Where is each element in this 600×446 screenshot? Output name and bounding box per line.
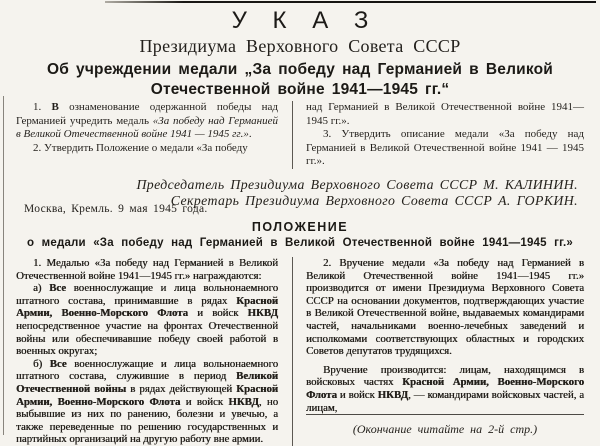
statute-paragraph-3: Вручение производится: лицам, находящимся в войсковых частях Красной Армии, Военно-Морского Флота и войск НКВД, — командирами войсковых частей, а лицам, [306, 363, 584, 414]
signature-secretary: Секретарь Президиума Верховного Совета СССР А. ГОРКИН. [170, 192, 578, 208]
decree-paragraph-1: 1. В ознаменование одержанной победы над Германией учредить медаль «За победу над Германией в Великой Отечественной войне 1941 — 1945 гг.». [16, 101, 279, 141]
statute-left-column [16, 257, 293, 446]
decree-paragraph-2: 2. Утвердить Положение о медали «За победу [33, 141, 248, 154]
masthead-divider-rule [105, 1, 596, 3]
statute-right-column [293, 257, 584, 446]
decree-title: У К А З [231, 7, 377, 34]
continuation-notice: (Окончание читайте на 2-й стр.) [306, 414, 584, 436]
decree-right-column [293, 101, 584, 169]
decree-paragraph-3: 3. Утвердить описание медали «За победу над Германией в Великой Отечественной войне 1941 — 1945 гг.». [306, 128, 584, 168]
signature-chairman: Председатель Президиума Верховного Совета СССР М. КАЛИНИН. [136, 177, 578, 192]
decree-left-column [16, 101, 293, 169]
statute-paragraph-2: 2. Вручение медали «За победу над Германией в Великой Отечественной войне 1941—1945 гг.» производится от имени Президиума Верховного Совета СССР на основании документов, подтверждающих участие в Великой Отечественной войне, выдаваемых командирами частей, начальниками военно-лечебных заведений и исполкомами соответствующих областных и городских Советов депутатов трудящихся. [306, 257, 584, 358]
decree-issuer: Президиума Верховного Совета СССР [139, 36, 461, 56]
statute-subtitle: о медали «За победу над Германией в Великой Отечественной войне 1941—1945 гг.» [27, 237, 573, 249]
statute-body-columns [16, 257, 584, 446]
statute-title: ПОЛОЖЕНИЕ [251, 220, 349, 234]
statute-paragraph-1: 1. Медалью «За победу над Германией в Великой Отечественной войне 1941—1945 гг.» награждаются: [16, 257, 278, 282]
decree-body-columns [16, 101, 584, 169]
decree-subject-heading: Об учреждении медали „За победу над Германией в Великой Отечественной войне 1941—1945 гг.“ [46, 61, 554, 98]
page-left-column-rule [3, 96, 4, 435]
decree-paragraph-2-continued: над Германией в Великой Отечественной войне 1941—1945 гг.». [306, 101, 584, 127]
dateline: Москва, Кремль. 9 мая 1945 года. [24, 203, 208, 215]
statute-paragraph-1a: а) Все военнослужащие и лица вольнонаемного штатного состава, принимавшие в рядах Красной Армии, Военно-Морского Флота и войск НКВД непосредственное участие на фронтах Отечественной войны или обеспечивавшие победу своей работой в военных округах; [16, 282, 278, 358]
statute-paragraph-1b: б) Все военнослужащие и лица вольнонаемного штатного состава, служившие в период Великой Отечественной войны в рядах действующей Красной Армии, Военно-Морского Флота и войск НКВД, но выбывшие из них по ранению, болезни и увечью, а также переведенные по решению государственных и партийных организаций на другую работу вне армии. [16, 357, 278, 446]
